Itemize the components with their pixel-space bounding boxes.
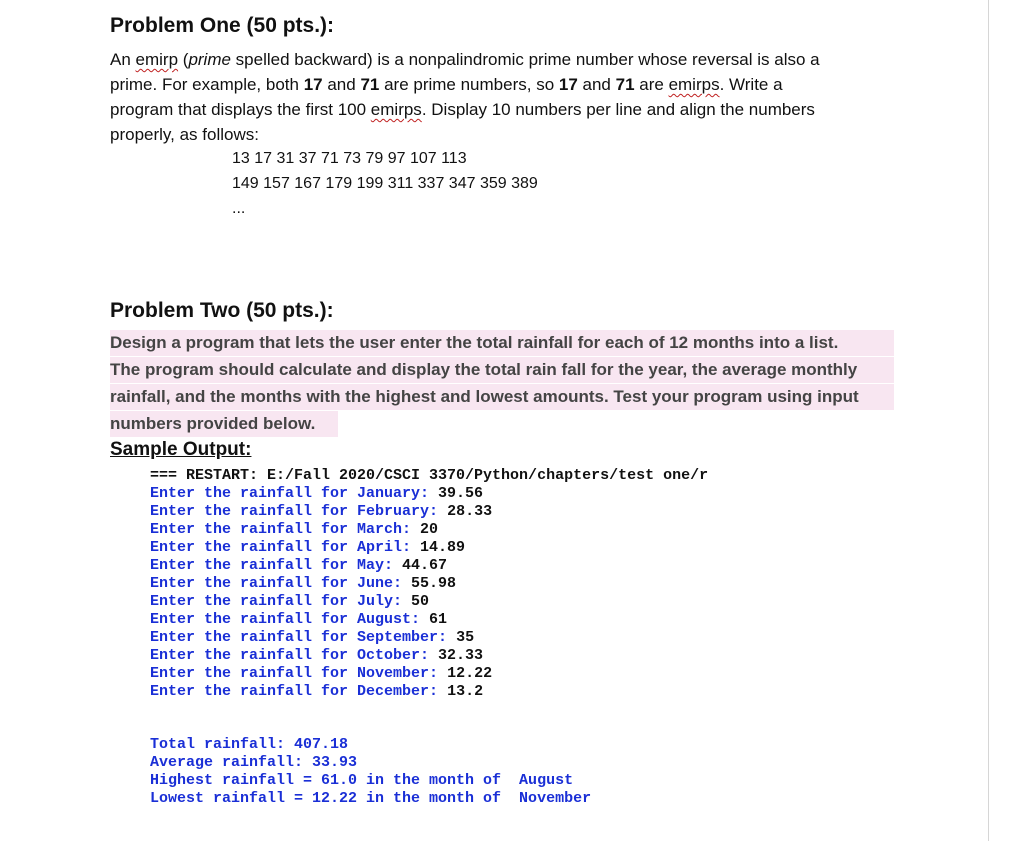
console-prompt: Enter the rainfall for December:	[150, 683, 448, 700]
console-input-line	[150, 539, 465, 557]
console-prompt: Enter the rainfall for November:	[150, 665, 448, 682]
console-input-line	[150, 503, 492, 521]
p1-line-2: prime. For example, both 17 and 71 are prime numbers, so 17 and 71 are emirps. Write a	[110, 75, 783, 94]
console-prompt: Enter the rainfall for September:	[150, 629, 457, 646]
console-input-value: 39.56	[438, 485, 484, 502]
problem-two-description	[110, 330, 894, 438]
p2-line-4: numbers provided below.	[110, 411, 338, 437]
console-input-value: 13.2	[447, 683, 484, 700]
sample-output-title: Sample Output:	[110, 439, 252, 460]
console-prompt: Enter the rainfall for June:	[150, 575, 412, 592]
console-input-value: 50	[411, 593, 430, 610]
console-prompt: Enter the rainfall for May:	[150, 557, 403, 574]
p1-line-1: An emirp (prime spelled backward) is a nonpalindromic prime number whose reversal is also a	[110, 50, 820, 69]
console-input-line	[150, 647, 483, 665]
console-lowest-line: Lowest rainfall = 12.22 in the month of November	[150, 790, 592, 807]
console-average-line: Average rainfall: 33.93	[150, 754, 358, 771]
console-input-line	[150, 593, 429, 611]
p2-line-2: The program should calculate and display the total rain fall for the year, the average monthly	[110, 357, 894, 383]
console-prompt: Enter the rainfall for February:	[150, 503, 448, 520]
console-input-line	[150, 575, 456, 593]
console-input-value: 12.22	[447, 665, 493, 682]
console-prompt: Enter the rainfall for August:	[150, 611, 430, 628]
problem-two-heading: Problem Two (50 pts.):	[110, 299, 334, 322]
console-input-value: 55.98	[411, 575, 457, 592]
console-restart-line: === RESTART: E:/Fall 2020/CSCI 3370/Python/chapters/test one/r	[150, 467, 709, 484]
page-edge	[988, 0, 989, 841]
console-prompt: Enter the rainfall for January:	[150, 485, 439, 502]
emirp-example-row-1: 13 17 31 37 71 73 79 97 107 113	[232, 150, 467, 167]
console-input-value: 61	[429, 611, 448, 628]
console-input-value: 32.33	[438, 647, 484, 664]
problem-one-heading: Problem One (50 pts.):	[110, 14, 335, 37]
console-prompt: Enter the rainfall for July:	[150, 593, 412, 610]
console-input-line	[150, 557, 447, 575]
console-input-value: 28.33	[447, 503, 493, 520]
emirp-example-row-2: 149 157 167 179 199 311 337 347 359 389	[232, 175, 538, 192]
console-input-line	[150, 629, 474, 647]
console-input-line	[150, 665, 492, 683]
console-prompt: Enter the rainfall for October:	[150, 647, 439, 664]
p1-line-3: program that displays the first 100 emirps. Display 10 numbers per line and align the numbers	[110, 100, 815, 119]
console-input-value: 14.89	[420, 539, 466, 556]
console-input-value: 44.67	[402, 557, 448, 574]
console-input-line	[150, 611, 447, 629]
console-total-line: Total rainfall: 407.18	[150, 736, 349, 753]
console-input-line	[150, 485, 483, 503]
p1-line-4: properly, as follows:	[110, 125, 259, 144]
console-input-value: 20	[420, 521, 439, 538]
console-highest-line: Highest rainfall = 61.0 in the month of August	[150, 772, 574, 789]
problem-one-paragraph	[110, 47, 910, 147]
console-input-line	[150, 683, 483, 701]
console-prompt: Enter the rainfall for March:	[150, 521, 421, 538]
p2-line-1: Design a program that lets the user enter the total rainfall for each of 12 months into a list.	[110, 330, 894, 356]
console-prompt: Enter the rainfall for April:	[150, 539, 421, 556]
console-input-value: 35	[456, 629, 475, 646]
console-input-line	[150, 521, 438, 539]
emirp-example-ellipsis: ...	[232, 200, 246, 217]
p2-line-3: rainfall, and the months with the highest and lowest amounts. Test your program using input	[110, 384, 894, 410]
